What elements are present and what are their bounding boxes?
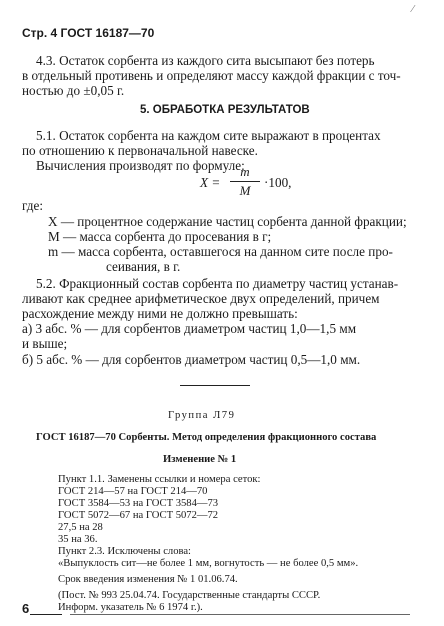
item-a-cont: и выше; xyxy=(22,336,68,351)
footer-rule-left xyxy=(30,614,62,615)
footer-rule xyxy=(70,614,410,615)
definition-m-lower-cont: сеивания, в г. xyxy=(106,259,181,274)
scan-mark: ⁄ xyxy=(412,4,414,15)
where-label: где: xyxy=(22,198,43,213)
amendment-line-6: 35 на 36. xyxy=(58,534,98,545)
para-5-2-line-1: 5.2. Фракционный состав сорбента по диаметру частиц устанав- xyxy=(36,276,399,291)
amendment-line-11: Информ. указатель № 6 1974 г.). xyxy=(58,602,203,613)
para-4-3-line-2: в отдельный противень и определяют массу каждой фракции с точ- xyxy=(22,68,401,83)
formula-denominator: M xyxy=(239,183,251,198)
amendment-line-9: Срок введения изменения № 1 01.06.74. xyxy=(58,574,238,585)
amendment-line-1: Пункт 1.1. Заменены ссылки и номера сеток: xyxy=(58,474,261,485)
item-b: б) 5 абс. % — для сорбентов диаметром частиц 0,5—1,0 мм. xyxy=(22,352,361,367)
amendment-line-7: Пункт 2.3. Исключены слова: xyxy=(58,546,191,557)
formula-numerator: m xyxy=(240,164,250,179)
amendment-line-5: 27,5 на 28 xyxy=(58,522,103,533)
separator-line xyxy=(180,385,250,386)
definition-m-upper: M — масса сорбента до просевания в г; xyxy=(48,229,272,244)
formula-lhs: X = xyxy=(200,175,221,190)
item-a: а) 3 абс. % — для сорбентов диаметром частиц 1,0—1,5 мм xyxy=(22,321,357,336)
fraction-bar xyxy=(230,181,260,182)
page-header: Стр. 4 ГОСТ 16187—70 xyxy=(22,26,155,40)
amendment-line-4: ГОСТ 5072—67 на ГОСТ 5072—72 xyxy=(58,510,219,521)
amendment-line-10: (Пост. № 993 25.04.74. Государственные стандарты СССР. xyxy=(58,590,321,601)
amendment-title: ГОСТ 16187—70 Сорбенты. Метод определения фракционного состава xyxy=(36,432,377,443)
page-number: 6 xyxy=(22,601,30,616)
para-5-2-line-3: расхождение между ними не должно превышать: xyxy=(22,306,298,321)
definition-x: X — процентное содержание частиц сорбента данной фракции; xyxy=(48,214,407,229)
para-5-2-line-2: ливают как среднее арифметическое двух определений, причем xyxy=(22,291,380,306)
para-5-1-line-3: Вычисления производят по формуле: xyxy=(36,158,245,173)
amendment-line-2: ГОСТ 214—57 на ГОСТ 214—70 xyxy=(58,486,208,497)
para-4-3-line-1: 4.3. Остаток сорбента из каждого сита высыпают без потерь xyxy=(36,53,375,68)
amendment-line-8: «Выпуклость сит—не более 1 мм, вогнутость — не более 0,5 мм». xyxy=(58,558,359,569)
amendment-line-3: ГОСТ 3584—53 на ГОСТ 3584—73 xyxy=(58,498,219,509)
para-5-1-line-1: 5.1. Остаток сорбента на каждом сите выражают в процентах xyxy=(36,128,381,143)
group-label: Группа Л79 xyxy=(168,410,236,421)
formula-tail: ·100, xyxy=(264,175,292,190)
section-title: 5. ОБРАБОТКА РЕЗУЛЬТАТОВ xyxy=(140,104,310,116)
definition-m-lower: m — масса сорбента, оставшегося на данном сите после про- xyxy=(48,244,393,259)
para-4-3-line-3: ностью до ±0,05 г. xyxy=(22,83,125,98)
amendment-number: Изменение № 1 xyxy=(163,454,237,465)
para-5-1-line-2: по отношению к первоначальной навеске. xyxy=(22,143,258,158)
